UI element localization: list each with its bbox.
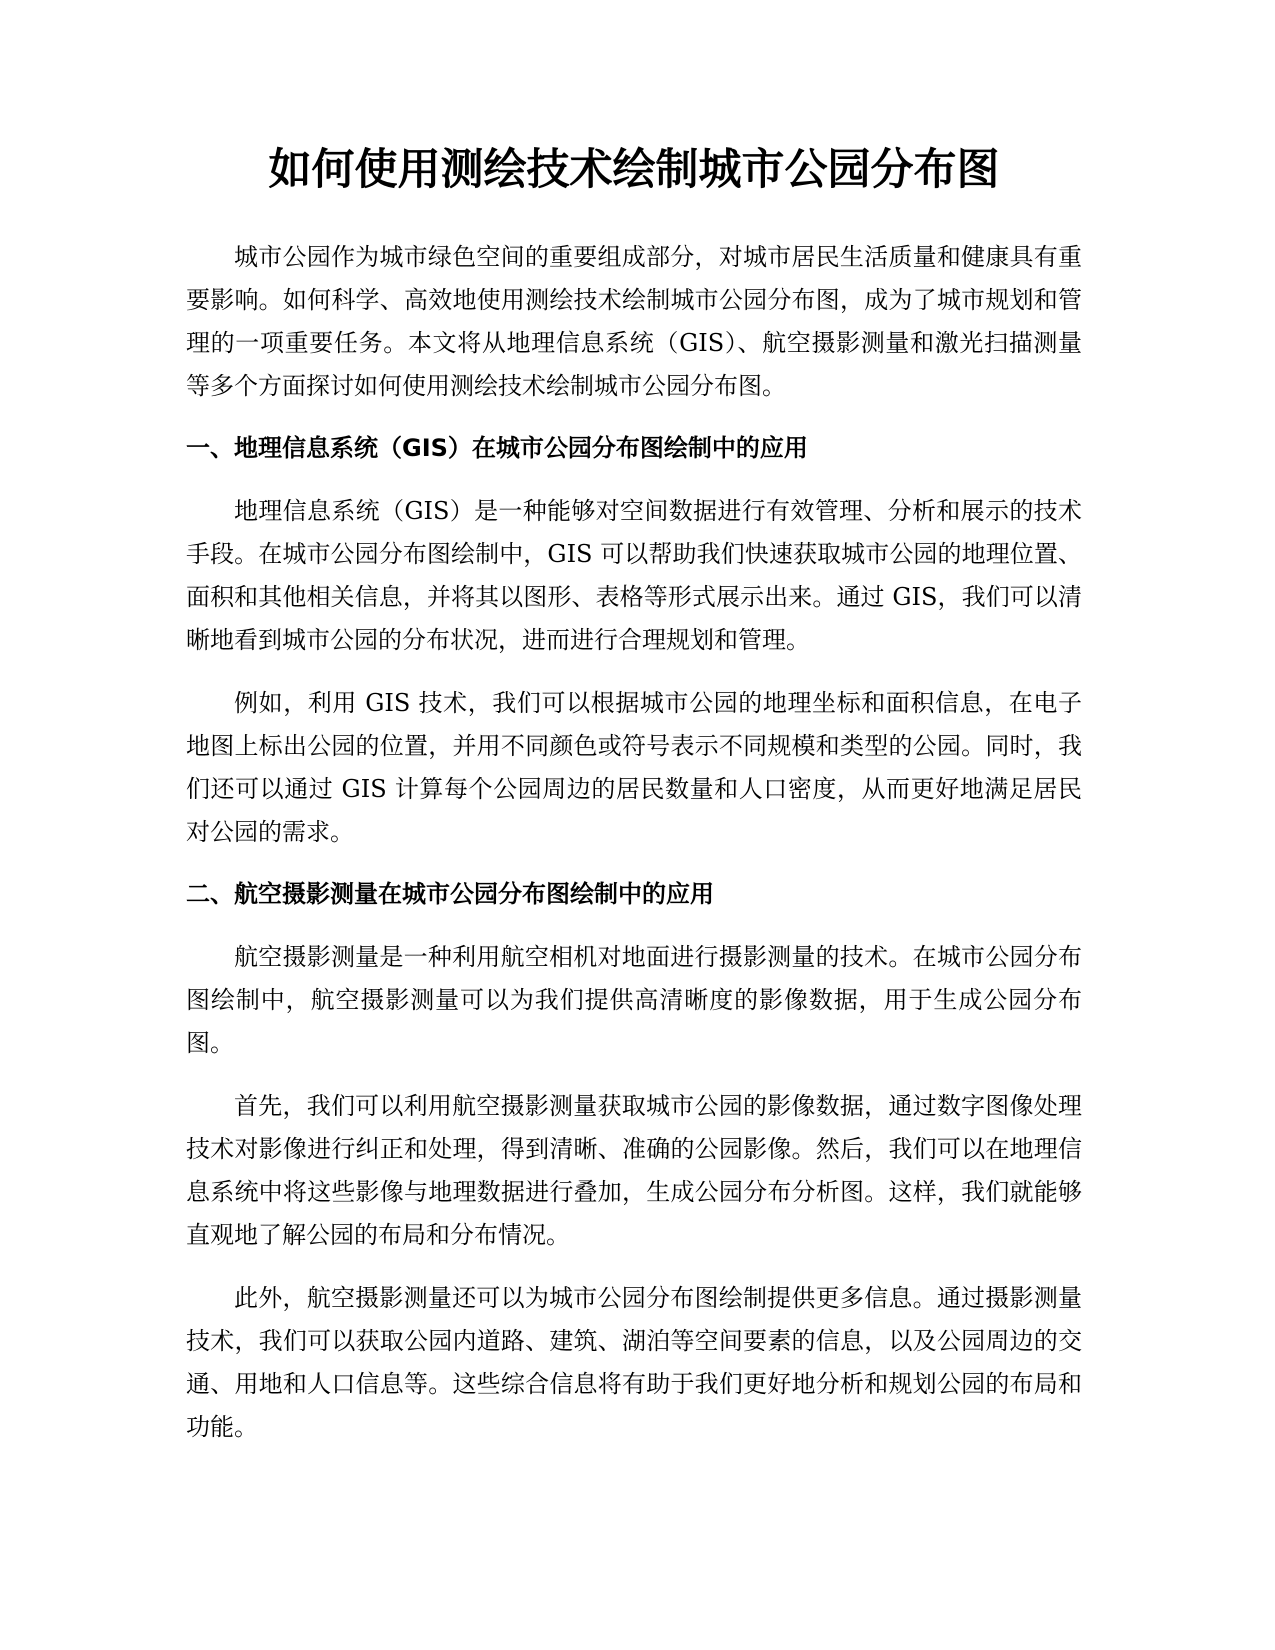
paragraph: 地理信息系统（GIS）是一种能够对空间数据进行有效管理、分析和展示的技术手段。在城市公园分布图绘制中，GIS 可以帮助我们快速获取城市公园的地理位置、面积和其他相关信息，并将其以图形、表格等形式展示出来。通过 GIS，我们可以清晰地看到城市公园的分布状况，进而进行合理规划和管理。 <box>186 497 1082 654</box>
document-page <box>186 140 1082 1469</box>
section-heading-gis: 一、地理信息系统（GIS）在城市公园分布图绘制中的应用 <box>186 434 808 462</box>
paragraph: 首先，我们可以利用航空摄影测量获取城市公园的影像数据，通过数字图像处理技术对影像进行纠正和处理，得到清晰、准确的公园影像。然后，我们可以在地理信息系统中将这些影像与地理数据进行叠加，生成公园分布分析图。这样，我们就能够直观地了解公园的布局和分布情况。 <box>186 1092 1082 1249</box>
intro-paragraph: 城市公园作为城市绿色空间的重要组成部分，对城市居民生活质量和健康具有重要影响。如何科学、高效地使用测绘技术绘制城市公园分布图，成为了城市规划和管理的一项重要任务。本文将从地理信息系统（GIS）、航空摄影测量和激光扫描测量等多个方面探讨如何使用测绘技术绘制城市公园分布图。 <box>186 243 1082 400</box>
paragraph: 此外，航空摄影测量还可以为城市公园分布图绘制提供更多信息。通过摄影测量技术，我们可以获取公园内道路、建筑、湖泊等空间要素的信息，以及公园周边的交通、用地和人口信息等。这些综合信息将有助于我们更好地分析和规划公园的布局和功能。 <box>186 1284 1082 1441</box>
paragraph: 例如，利用 GIS 技术，我们可以根据城市公园的地理坐标和面积信息，在电子地图上标出公园的位置，并用不同颜色或符号表示不同规模和类型的公园。同时，我们还可以通过 GIS 计算每个公园周边的居民数量和人口密度，从而更好地满足居民对公园的需求。 <box>186 689 1082 846</box>
paragraph: 航空摄影测量是一种利用航空相机对地面进行摄影测量的技术。在城市公园分布图绘制中，航空摄影测量可以为我们提供高清晰度的影像数据，用于生成公园分布图。 <box>186 943 1082 1057</box>
section-heading-aerial-photogrammetry: 二、航空摄影测量在城市公园分布图绘制中的应用 <box>186 880 714 908</box>
document-title: 如何使用测绘技术绘制城市公园分布图 <box>268 145 1000 195</box>
